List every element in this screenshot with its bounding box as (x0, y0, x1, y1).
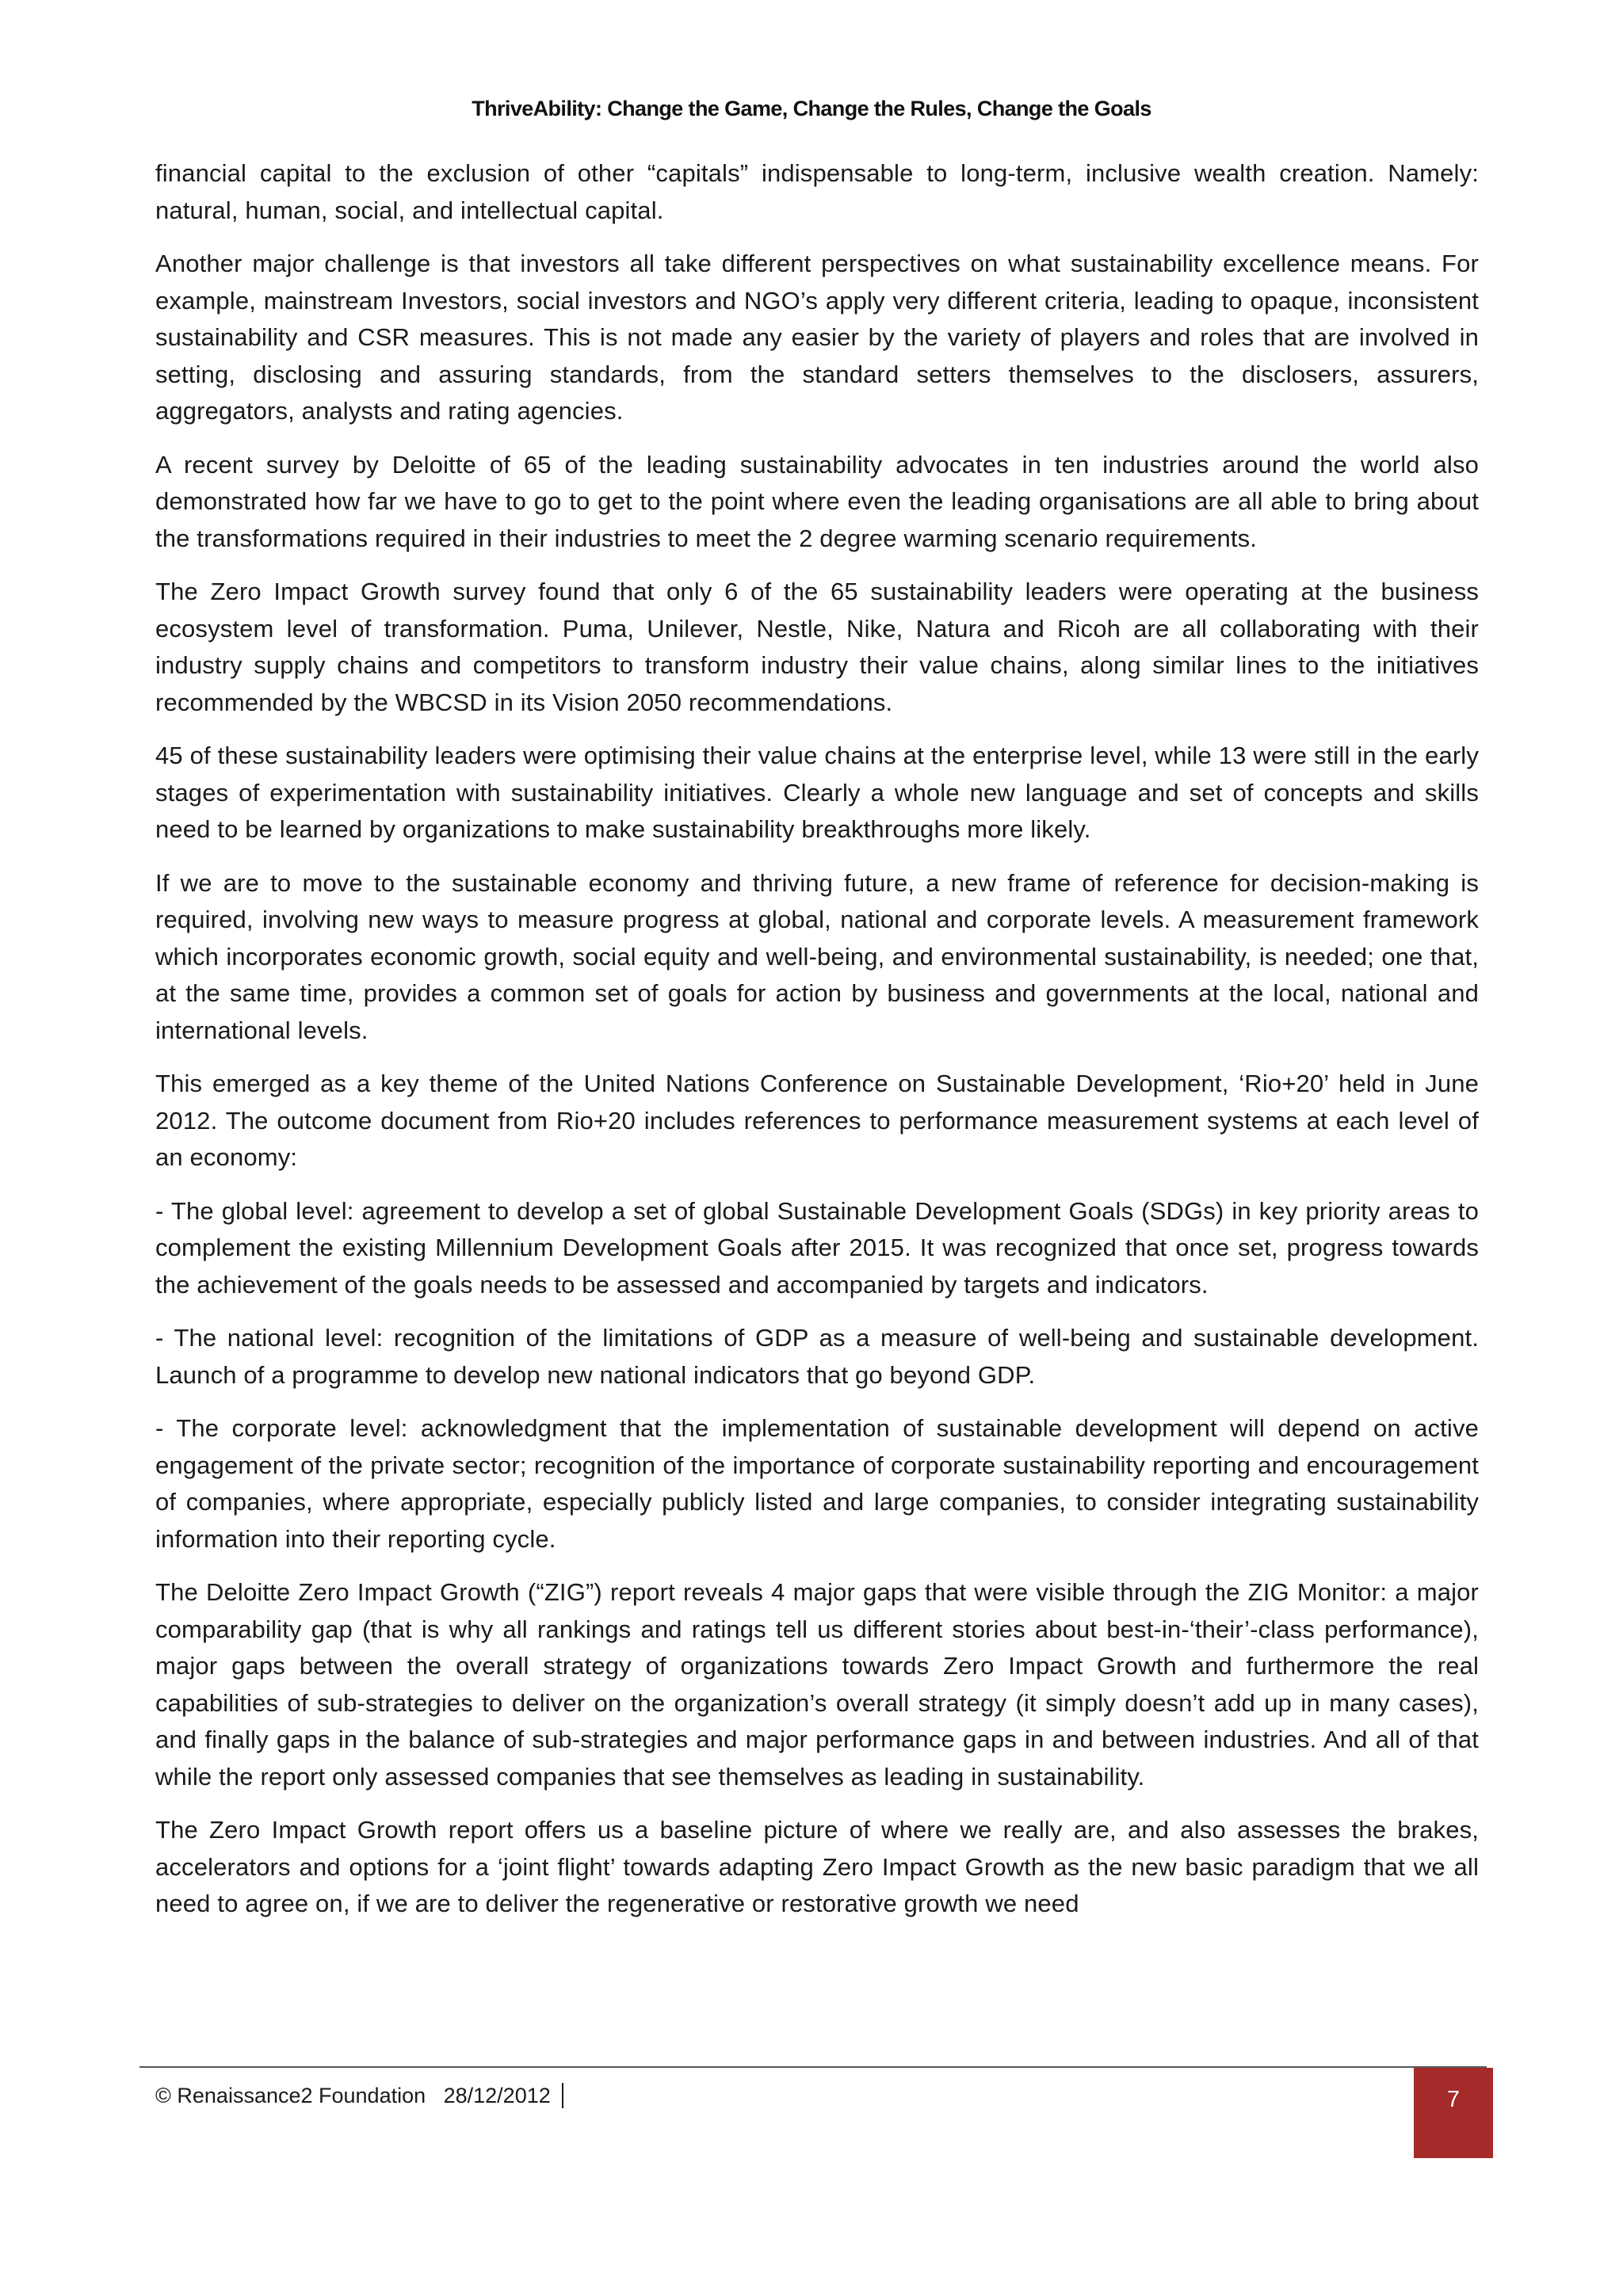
footer-copyright-text: © Renaissance2 Foundation 28/12/2012 (155, 2084, 551, 2107)
paragraph: 45 of these sustainability leaders were optimising their value chains at the enterprise level, while 13 were still in the early stages of experimentation with sustainability initiatives. Clearly a whole new language and set of concepts and skills need to be learned by organizations to make sustainability breakthroughs more likely. (155, 742, 1479, 843)
paragraph: financial capital to the exclusion of other “capitals” indispensable to long-term, inclusive wealth creation. Namely: natural, human, social, and intellectual capital. (155, 159, 1479, 224)
paragraph: The Zero Impact Growth report offers us a baseline picture of where we really are, and also assesses the brakes, accelerators and options for a ‘joint flight’ towards adapting Zero Impact Growth as the new basic paradigm that we all need to agree on, if we are to deliver the regenerative or restorative growth we need (155, 1816, 1479, 1917)
paragraph: If we are to move to the sustainable economy and thriving future, a new frame of reference for decision-making is required, involving new ways to measure progress at global, national and corporate levels. A measurement framework which incorporates economic growth, social equity and well-being, and environmental sustainability, is needed; one that, at the same time, provides a common set of goals for action by business and governments at the local, national and international levels. (155, 868, 1479, 1044)
footer-separator (562, 2083, 563, 2108)
paragraph: The Deloitte Zero Impact Growth (“ZIG”) report reveals 4 major gaps that were visible through the ZIG Monitor: a major comparability gap (that is why all rankings and ratings tell us different stories about best-in-‘their’-class performance), major gaps between the overall strategy of organizations towards Zero Impact Growth and furthermore the real capabilities of sub-strategies to deliver on the organization’s overall strategy (it simply doesn’t add up in many cases), and finally gaps in the balance of sub-strategies and major performance gaps in and between industries. And all of that while the report only assessed companies that see themselves as leading in sustainability. (155, 1578, 1479, 1791)
paragraph: Another major challenge is that investors all take different perspectives on what sustainability excellence means. For example, mainstream Investors, social investors and NGO’s apply very different criteria, leading to opaque, inconsistent sustainability and CSR measures. This is not made any easier by the variety of players and roles that are involved in setting, disclosing and assuring standards, from the standard setters themselves to the disclosers, assurers, aggregators, analysts and rating agencies. (155, 250, 1479, 425)
page-number-box (1414, 2068, 1493, 2158)
footer-copyright (155, 2084, 563, 2110)
page-number: 7 (1446, 2087, 1461, 2112)
paragraph: The Zero Impact Growth survey found that only 6 of the 65 sustainability leaders were operating at the business ecosystem level of transformation. Puma, Unilever, Nestle, Nike, Natura and Ricoh are all collaborating with their industry supply chains and competitors to transform industry their value chains, along similar lines to the initiatives recommended by the WBCSD in its Vision 2050 recommendations. (155, 578, 1479, 716)
paragraph: - The national level: recognition of the limitations of GDP as a measure of well-being and sustainable development. Launch of a programme to develop new national indicators that go beyond GDP. (155, 1324, 1479, 1389)
footer-divider (139, 2066, 1487, 2068)
paragraph: - The corporate level: acknowledgment that the implementation of sustainable development will depend on active engagement of the private sector; recognition of the importance of corporate sustainability reporting and encouragement of companies, where appropriate, especially publicly listed and large companies, to consider integrating sustainability information into their reporting cycle. (155, 1414, 1479, 1553)
paragraph: A recent survey by Deloitte of 65 of the leading sustainability advocates in ten industries around the world also demonstrated how far we have to go to get to the point where even the leading organisations are all able to bring about the transformations required in their industries to meet the 2 degree warming scenario requirements. (155, 450, 1479, 552)
body-text (155, 155, 1479, 1939)
paragraph: - The global level: agreement to develop a set of global Sustainable Development Goals (SDGs) in key priority areas to complement the existing Millennium Development Goals after 2015. It was recognized that once set, progress towards the achievement of the goals needs to be assessed and accompanied by targets and indicators. (155, 1196, 1479, 1299)
running-header-title: ThriveAbility: Change the Game, Change the Rules, Change the Goals (472, 97, 1151, 120)
paragraph: This emerged as a key theme of the United Nations Conference on Sustainable Development, ‘Rio+20’ held in June 2012. The outcome document from Rio+20 includes references to performance measurement systems at each level of an economy: (155, 1070, 1479, 1171)
